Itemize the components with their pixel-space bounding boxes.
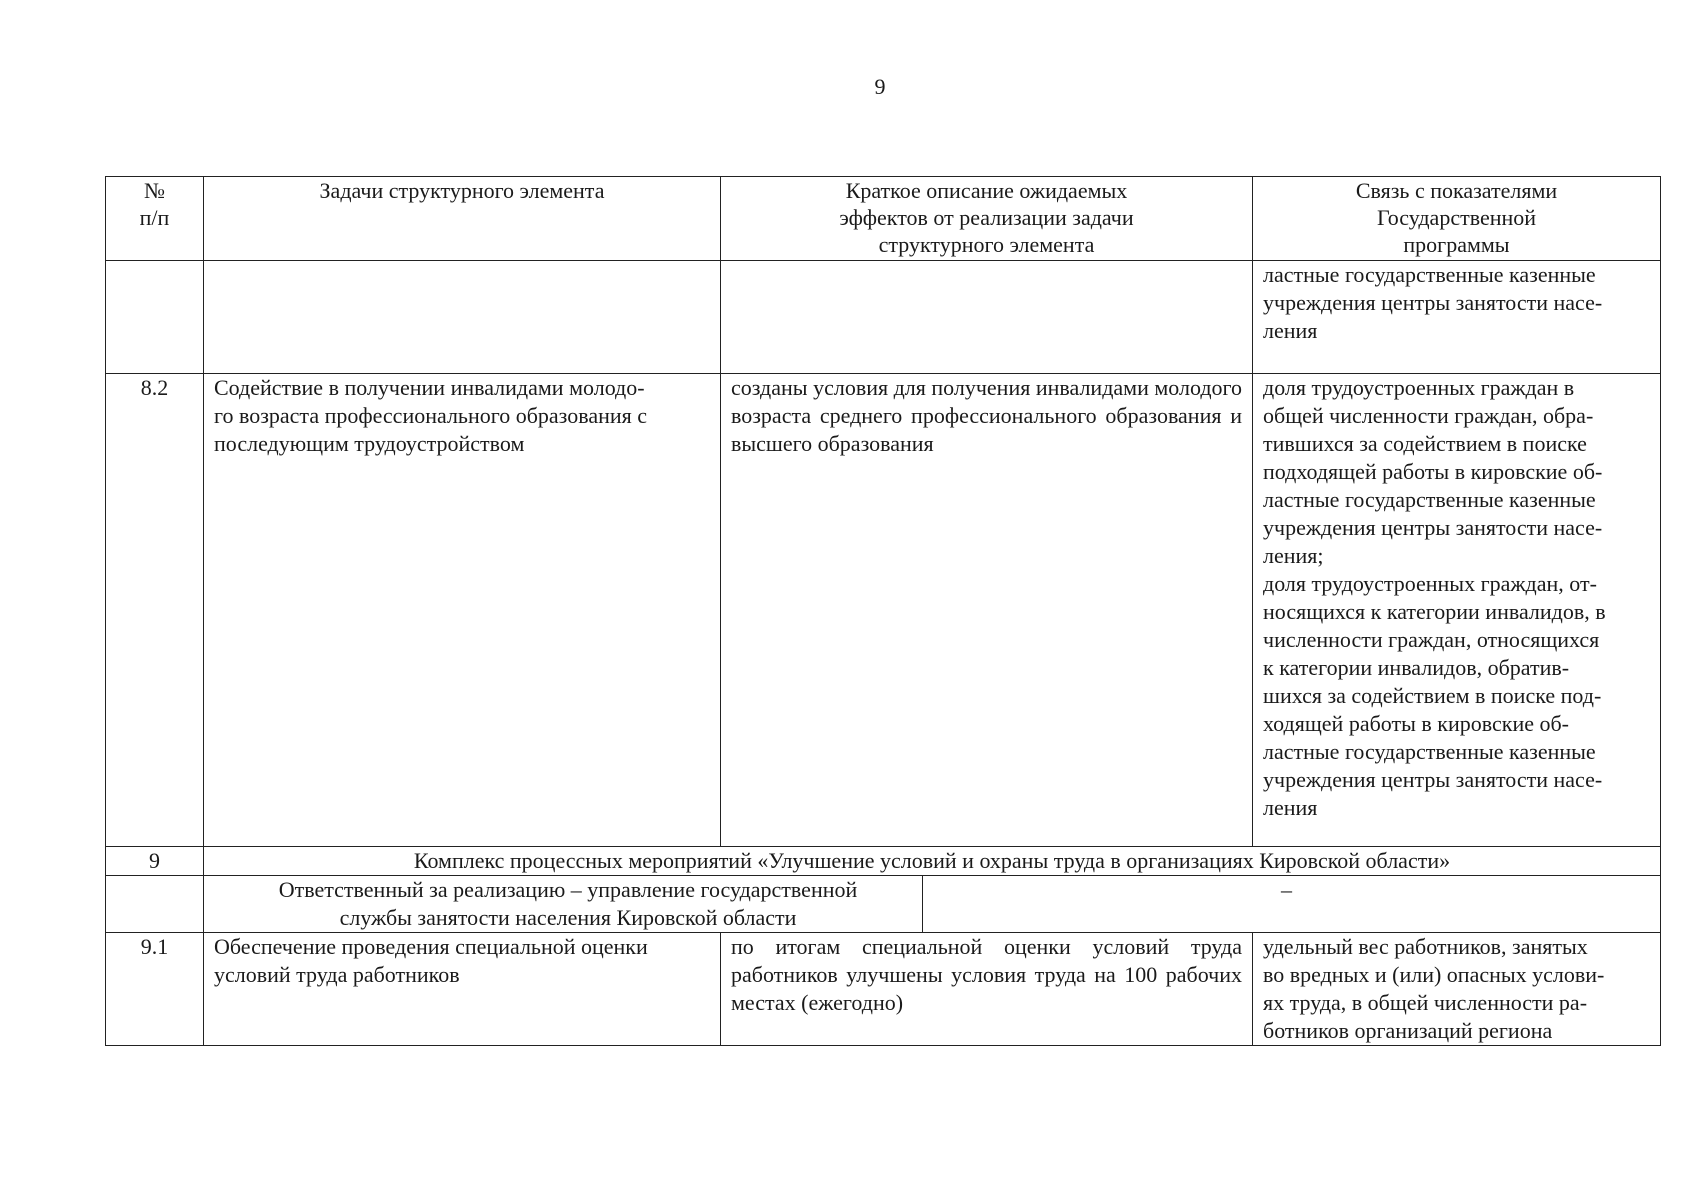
header-tasks: Задачи структурного элемента: [204, 177, 721, 261]
page-number: 9: [874, 74, 886, 99]
table-row: [106, 933, 1661, 1046]
row-num: 8.2: [106, 374, 204, 847]
row-effects: по итогам специальной оценки условий труда работников улучшены условия труда на 100 рабочих местах (ежегодно): [721, 933, 1253, 1046]
row-link: ластные государственные казенные учреждения центры занятости насе- ления: [1253, 261, 1661, 374]
responsible-text: Ответственный за реализацию – управление государственной службы занятости населения Кировской области: [214, 876, 923, 932]
row-effects: [721, 261, 1253, 374]
row-link: удельный вес работников, занятых во вредных и (или) опасных услови- ях труда, в общей численности ра- ботников организаций региона: [1253, 933, 1661, 1046]
row-num: 9.1: [106, 933, 204, 1046]
table-row: [106, 847, 1661, 876]
row-num: 9: [106, 847, 204, 876]
row-tasks: [204, 261, 721, 374]
responsible-cell: [204, 876, 1661, 933]
row-effects: созданы условия для получения инвалидами молодого возраста среднего профессионального образования и высшего образования: [721, 374, 1253, 847]
table-row: [106, 876, 1661, 933]
row-num: [106, 876, 204, 933]
row-num: [106, 261, 204, 374]
header-link: Связь с показателями Государственной программы: [1253, 177, 1661, 261]
row-link: доля трудоустроенных граждан в общей численности граждан, обра- тившихся за содействием в поиске подходящей работы в кировские об- ластные государственные казенные учреждения центры занятости насе- ления; доля трудоустроенных граждан, от- носящихся к категории инвалидов, в численности граждан, относящихся к категории инвалидов, обратив- шихся за содействием в поиске под- ходящей работы в кировские об- ластные государственные казенные учреждения центры занятости насе- ления: [1253, 374, 1661, 847]
section-title: Комплекс процессных мероприятий «Улучшение условий и охраны труда в организациях Кировской области»: [204, 847, 1661, 876]
table-row: [106, 374, 1661, 847]
responsible-inner-table: [214, 876, 1650, 932]
structural-element-table: [105, 176, 1661, 1046]
row-tasks: Обеспечение проведения специальной оценки условий труда работников: [204, 933, 721, 1046]
header-effects: Краткое описание ожидаемых эффектов от реализации задачи структурного элемента: [721, 177, 1253, 261]
table-row: [106, 261, 1661, 374]
header-num: № п/п: [106, 177, 204, 261]
row-tasks: Содействие в получении инвалидами молодо- го возраста профессионального образования с последующим трудоустройством: [204, 374, 721, 847]
responsible-dash: –: [1281, 877, 1292, 902]
table-header-row: [106, 177, 1661, 261]
